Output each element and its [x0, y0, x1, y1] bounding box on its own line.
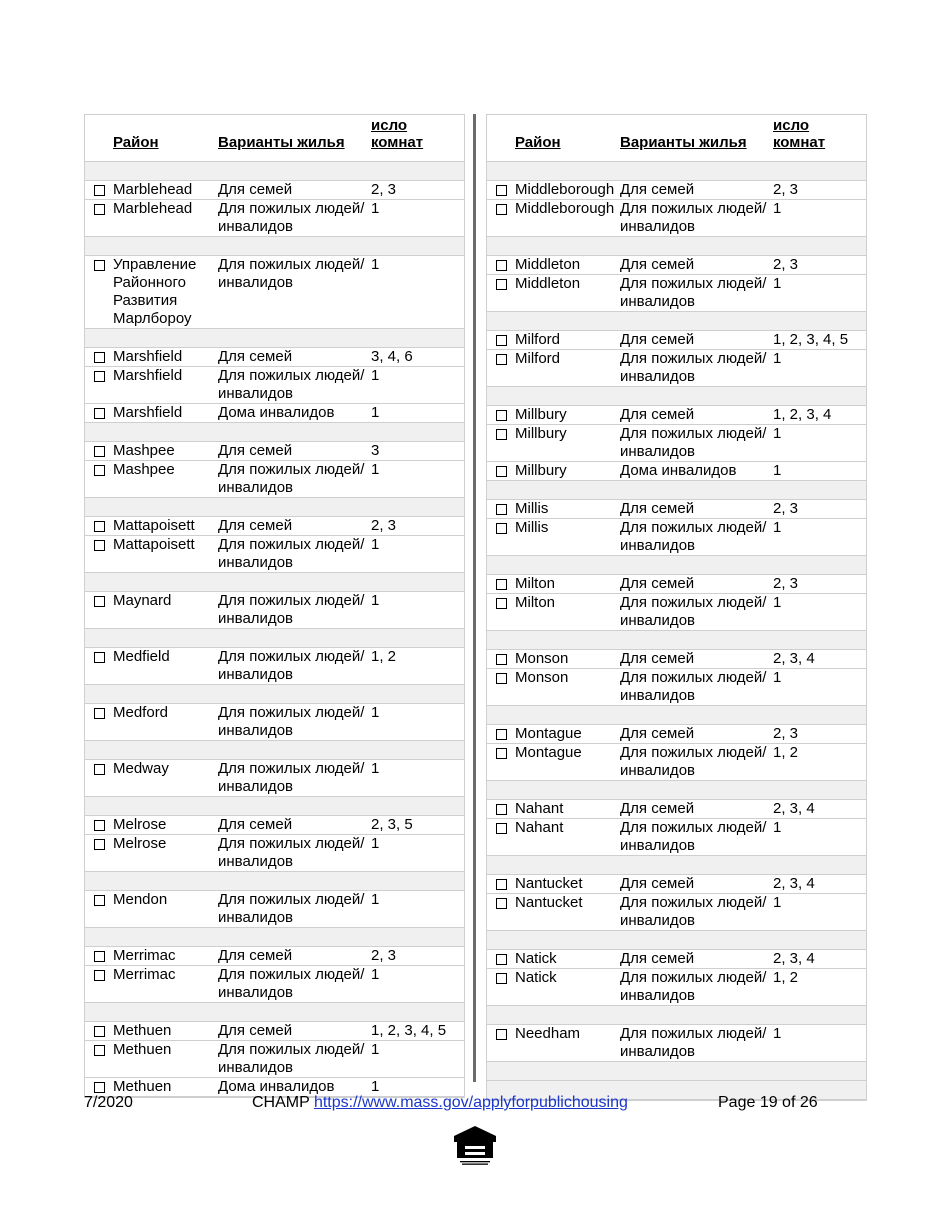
table-row [85, 404, 464, 423]
table-row [85, 835, 464, 872]
cell-rooms: 1 [371, 966, 380, 983]
table-spacer-row [487, 162, 866, 181]
cell-housing-type: Для пожилых людей/инвалидов [620, 425, 767, 460]
equal-housing-opportunity-icon [450, 1124, 500, 1166]
footer-date: 7/2020 [84, 1094, 133, 1111]
cell-town: Middleton [515, 275, 581, 292]
cell-town: Millis [515, 519, 549, 536]
cell-housing-type: Для пожилых людей/инвалидов [218, 200, 365, 235]
checkbox[interactable] [496, 729, 507, 740]
column-divider [473, 114, 476, 1082]
checkbox[interactable] [94, 446, 105, 457]
cell-town: Methuen [113, 1041, 172, 1058]
table-spacer-row [85, 329, 464, 348]
header-housing-type: Варианты жилья [218, 134, 345, 151]
table-spacer-row [85, 573, 464, 592]
cell-rooms: 2, 3 [773, 181, 799, 198]
cell-rooms: 2, 3, 4 [773, 650, 815, 667]
table-row [487, 894, 866, 931]
table-spacer-row [85, 423, 464, 442]
cell-housing-type: Для пожилых людей/инвалидов [620, 350, 767, 385]
header-rooms: исло комнат [773, 117, 826, 151]
cell-town: Middleborough [515, 200, 615, 217]
cell-rooms: 2, 3, 4 [773, 800, 815, 817]
cell-rooms: 1, 2, 3, 4, 5 [371, 1022, 447, 1039]
checkbox[interactable] [94, 820, 105, 831]
cell-rooms: 1 [371, 256, 380, 273]
table-row [487, 256, 866, 275]
table-spacer-row [85, 872, 464, 891]
checkbox[interactable] [496, 598, 507, 609]
cell-rooms: 1 [773, 594, 782, 611]
checkbox[interactable] [94, 1045, 105, 1056]
table-row [487, 969, 866, 1006]
table-row [85, 181, 464, 200]
page-number: Page 19 of 26 [718, 1094, 818, 1111]
cell-housing-type: Для пожилых людей/инвалидов [620, 819, 767, 854]
cell-town: Mattapoisett [113, 536, 195, 553]
cell-housing-type: Для пожилых людей/инвалидов [218, 367, 365, 402]
table-row [85, 461, 464, 498]
checkbox[interactable] [94, 408, 105, 419]
cell-rooms: 2, 3, 4 [773, 875, 815, 892]
cell-town: Natick [515, 969, 557, 986]
table-header [487, 115, 866, 162]
cell-rooms: 1 [371, 461, 380, 478]
cell-rooms: 1 [371, 1078, 380, 1095]
cell-rooms: 2, 3 [773, 256, 799, 273]
checkbox[interactable] [496, 354, 507, 365]
checkbox[interactable] [94, 1026, 105, 1037]
cell-rooms: 2, 3 [773, 500, 799, 517]
table-spacer-row [85, 629, 464, 648]
header-housing-type: Варианты жилья [620, 134, 747, 151]
cell-rooms: 1 [773, 894, 782, 911]
cell-rooms: 1 [773, 275, 782, 292]
cell-town: Nahant [515, 819, 564, 836]
table-row [85, 256, 464, 329]
cell-housing-type: Дома инвалидов [218, 1078, 335, 1095]
cell-town: Milton [515, 575, 556, 592]
cell-housing-type: Для семей [620, 181, 695, 198]
cell-rooms: 2, 3, 4 [773, 950, 815, 967]
cell-rooms: 1, 2 [371, 648, 397, 665]
table-spacer-row [487, 781, 866, 800]
cell-housing-type: Для семей [620, 256, 695, 273]
cell-town: Millis [515, 500, 549, 517]
cell-town: Marblehead [113, 181, 193, 198]
cell-housing-type: Для семей [620, 500, 695, 517]
table-row [487, 462, 866, 481]
cell-town: Methuen [113, 1022, 172, 1039]
checkbox[interactable] [94, 951, 105, 962]
table-spacer-row [487, 1006, 866, 1025]
cell-rooms: 1 [371, 760, 380, 777]
cell-housing-type: Для семей [218, 181, 293, 198]
cell-housing-type: Для семей [218, 947, 293, 964]
checkbox[interactable] [496, 579, 507, 590]
cell-rooms: 2, 3 [773, 575, 799, 592]
cell-housing-type: Дома инвалидов [218, 404, 335, 421]
cell-rooms: 2, 3 [371, 947, 397, 964]
cell-rooms: 3, 4, 6 [371, 348, 413, 365]
cell-rooms: 3 [371, 442, 380, 459]
checkbox[interactable] [496, 748, 507, 759]
cell-housing-type: Для пожилых людей/инвалидов [218, 966, 365, 1001]
cell-housing-type: Для пожилых людей/инвалидов [218, 704, 365, 739]
cell-town: Medford [113, 704, 169, 721]
cell-town: Needham [515, 1025, 581, 1042]
table-row [85, 517, 464, 536]
cell-housing-type: Для семей [620, 950, 695, 967]
checkbox[interactable] [94, 970, 105, 981]
checkbox[interactable] [496, 466, 507, 477]
table-row [487, 875, 866, 894]
cell-housing-type: Для семей [218, 348, 293, 365]
checkbox[interactable] [94, 652, 105, 663]
table-row [487, 331, 866, 350]
cell-housing-type: Дома инвалидов [620, 462, 737, 479]
table-spacer-row [85, 685, 464, 704]
table-row [487, 425, 866, 462]
cell-town: Methuen [113, 1078, 172, 1095]
table-row [487, 181, 866, 200]
cell-housing-type: Для пожилых людей/инвалидов [218, 592, 365, 627]
cell-housing-type: Для семей [620, 406, 695, 423]
cell-housing-type: Для пожилых людей/инвалидов [218, 461, 365, 496]
checkbox[interactable] [94, 521, 105, 532]
cell-rooms: 1 [371, 367, 380, 384]
table-spacer-row [487, 481, 866, 500]
cell-rooms: 1 [773, 819, 782, 836]
cell-town: Montague [515, 744, 582, 761]
table-row [85, 704, 464, 741]
cell-housing-type: Для семей [218, 1022, 293, 1039]
checkbox[interactable] [94, 708, 105, 719]
checkbox[interactable] [94, 540, 105, 551]
cell-housing-type: Для семей [620, 800, 695, 817]
table-spacer-row [487, 556, 866, 575]
table-spacer-row [85, 741, 464, 760]
cell-housing-type: Для семей [620, 575, 695, 592]
table-row [85, 367, 464, 404]
cell-rooms: 2, 3 [371, 181, 397, 198]
checkbox[interactable] [94, 764, 105, 775]
cell-rooms: 1 [371, 536, 380, 553]
table-row [487, 200, 866, 237]
table-row [487, 669, 866, 706]
table-spacer-row [487, 237, 866, 256]
cell-housing-type: Для пожилых людей/инвалидов [218, 1041, 365, 1076]
cell-rooms: 1 [371, 704, 380, 721]
checkbox[interactable] [94, 839, 105, 850]
cell-town: Monson [515, 650, 569, 667]
table-row [85, 348, 464, 367]
cell-rooms: 2, 3, 5 [371, 816, 413, 833]
table-row [85, 536, 464, 573]
table-row [487, 1025, 866, 1062]
cell-town: Milton [515, 594, 556, 611]
checkbox[interactable] [94, 371, 105, 382]
cell-town: Управление Районного Развития Марлбороу [113, 256, 197, 327]
table-row [487, 500, 866, 519]
cell-town: Natick [515, 950, 557, 967]
checkbox[interactable] [94, 895, 105, 906]
cell-rooms: 1, 2, 3, 4 [773, 406, 832, 423]
cell-town: Merrimac [113, 947, 176, 964]
checkbox[interactable] [496, 410, 507, 421]
cell-town: Montague [515, 725, 582, 742]
table-spacer-row [85, 928, 464, 947]
cell-rooms: 1 [371, 200, 380, 217]
cell-town: Monson [515, 669, 569, 686]
cell-rooms: 2, 3 [371, 517, 397, 534]
checkbox[interactable] [94, 352, 105, 363]
cell-town: Nahant [515, 800, 564, 817]
checkbox[interactable] [496, 260, 507, 271]
checkbox[interactable] [94, 596, 105, 607]
table-spacer-row [85, 498, 464, 517]
cell-housing-type: Для пожилых людей/инвалидов [620, 894, 767, 929]
cell-rooms: 1 [371, 404, 380, 421]
cell-rooms: 1 [773, 462, 782, 479]
checkbox[interactable] [496, 654, 507, 665]
table-spacer-row [487, 387, 866, 406]
table-row [487, 350, 866, 387]
header-town: Район [515, 134, 561, 151]
apply-link[interactable]: https://www.mass.gov/applyforpublichousing [313, 1094, 628, 1111]
cell-town: Middleborough [515, 181, 615, 198]
table-row [487, 800, 866, 819]
table-spacer-row [85, 162, 464, 181]
cell-rooms: 1, 2, 3, 4, 5 [773, 331, 849, 348]
table-row [85, 966, 464, 1003]
table-row [85, 760, 464, 797]
table-row [487, 650, 866, 669]
header-town: Район [113, 134, 159, 151]
cell-rooms: 1 [371, 1041, 380, 1058]
cell-town: Marblehead [113, 200, 193, 217]
cell-rooms: 1 [371, 835, 380, 852]
checkbox[interactable] [496, 429, 507, 440]
table-row [85, 816, 464, 835]
cell-housing-type: Для пожилых людей/инвалидов [620, 744, 767, 779]
cell-housing-type: Для пожилых людей/инвалидов [620, 519, 767, 554]
cell-housing-type: Для пожилых людей/инвалидов [620, 969, 767, 1004]
table-row [487, 406, 866, 425]
table-row [487, 725, 866, 744]
table-row [487, 594, 866, 631]
cell-town: Melrose [113, 816, 167, 833]
cell-town: Milford [515, 331, 561, 348]
table-spacer-row [85, 237, 464, 256]
table-spacer-row [487, 706, 866, 725]
checkbox[interactable] [496, 185, 507, 196]
cell-housing-type: Для семей [620, 725, 695, 742]
checkbox[interactable] [496, 879, 507, 890]
cell-housing-type: Для пожилых людей/инвалидов [218, 648, 365, 683]
checkbox[interactable] [496, 1029, 507, 1040]
cell-town: Mashpee [113, 461, 175, 478]
cell-town: Merrimac [113, 966, 176, 983]
table-row [487, 575, 866, 594]
table-row [487, 950, 866, 969]
cell-rooms: 1, 2 [773, 744, 799, 761]
cell-housing-type: Для семей [620, 331, 695, 348]
table-row [85, 200, 464, 237]
table-row [487, 819, 866, 856]
cell-town: Nantucket [515, 894, 583, 911]
table-row [85, 1022, 464, 1041]
checkbox[interactable] [496, 523, 507, 534]
table-row [85, 891, 464, 928]
table-spacer-row [487, 1062, 866, 1081]
checkbox[interactable] [496, 673, 507, 684]
footer-champ-label: CHAMP [252, 1094, 310, 1111]
cell-housing-type: Для пожилых людей/инвалидов [620, 275, 767, 310]
cell-town: Marshfield [113, 367, 183, 384]
table-spacer-row [487, 631, 866, 650]
cell-housing-type: Для семей [218, 442, 293, 459]
left-table-body [85, 162, 464, 1097]
footer-champ [252, 1094, 628, 1112]
cell-rooms: 1 [773, 519, 782, 536]
cell-housing-type: Для семей [620, 650, 695, 667]
checkbox[interactable] [496, 823, 507, 834]
header-rooms: исло комнат [371, 117, 424, 151]
checkbox[interactable] [94, 204, 105, 215]
table-row [487, 519, 866, 556]
cell-rooms: 1 [773, 425, 782, 442]
checkbox[interactable] [496, 335, 507, 346]
table-row [85, 1041, 464, 1078]
cell-housing-type: Для пожилых людей/инвалидов [620, 669, 767, 704]
cell-town: Millbury [515, 425, 567, 442]
cell-housing-type: Для пожилых людей/инвалидов [218, 760, 365, 795]
table-row [85, 592, 464, 629]
checkbox[interactable] [496, 954, 507, 965]
right-table-body [487, 162, 866, 1100]
cell-town: Maynard [113, 592, 172, 609]
cell-town: Milford [515, 350, 561, 367]
cell-town: Melrose [113, 835, 167, 852]
table-spacer-row [487, 856, 866, 875]
cell-rooms: 1 [773, 200, 782, 217]
cell-town: Medfield [113, 648, 170, 665]
table-row [85, 442, 464, 461]
table-spacer-row [487, 312, 866, 331]
cell-town: Marshfield [113, 348, 183, 365]
cell-town: Millbury [515, 462, 567, 479]
table-header [85, 115, 464, 162]
cell-rooms: 1 [371, 592, 380, 609]
cell-rooms: 1 [371, 891, 380, 908]
cell-rooms: 2, 3 [773, 725, 799, 742]
cell-housing-type: Для пожилых людей/инвалидов [218, 835, 365, 870]
cell-housing-type: Для пожилых людей/инвалидов [620, 1025, 767, 1060]
cell-town: Medway [113, 760, 169, 777]
checkbox[interactable] [94, 185, 105, 196]
checkbox[interactable] [94, 260, 105, 271]
cell-housing-type: Для пожилых людей/инвалидов [218, 536, 365, 571]
cell-housing-type: Для семей [620, 875, 695, 892]
checkbox[interactable] [496, 804, 507, 815]
left-table [84, 114, 465, 1098]
table-row [85, 648, 464, 685]
cell-town: Mashpee [113, 442, 175, 459]
checkbox[interactable] [94, 1082, 105, 1093]
cell-town: Nantucket [515, 875, 583, 892]
cell-rooms: 1 [773, 669, 782, 686]
checkbox[interactable] [496, 973, 507, 984]
checkbox[interactable] [496, 279, 507, 290]
table-row [487, 744, 866, 781]
cell-town: Mattapoisett [113, 517, 195, 534]
cell-rooms: 1 [773, 1025, 782, 1042]
cell-housing-type: Для семей [218, 517, 293, 534]
checkbox[interactable] [496, 204, 507, 215]
cell-rooms: 1 [773, 350, 782, 367]
cell-town: Middleton [515, 256, 581, 273]
checkbox[interactable] [94, 465, 105, 476]
table-row [487, 275, 866, 312]
cell-housing-type: Для пожилых людей/инвалидов [218, 256, 365, 291]
table-row [85, 947, 464, 966]
cell-town: Marshfield [113, 404, 183, 421]
cell-housing-type: Для пожилых людей/инвалидов [620, 594, 767, 629]
checkbox[interactable] [496, 898, 507, 909]
table-spacer-row [487, 931, 866, 950]
right-table [486, 114, 867, 1101]
cell-housing-type: Для пожилых людей/инвалидов [218, 891, 365, 926]
checkbox[interactable] [496, 504, 507, 515]
cell-town: Mendon [113, 891, 168, 908]
cell-town: Millbury [515, 406, 567, 423]
table-spacer-row [85, 797, 464, 816]
cell-housing-type: Для пожилых людей/инвалидов [620, 200, 767, 235]
cell-rooms: 1, 2 [773, 969, 799, 986]
table-spacer-row [85, 1003, 464, 1022]
cell-housing-type: Для семей [218, 816, 293, 833]
